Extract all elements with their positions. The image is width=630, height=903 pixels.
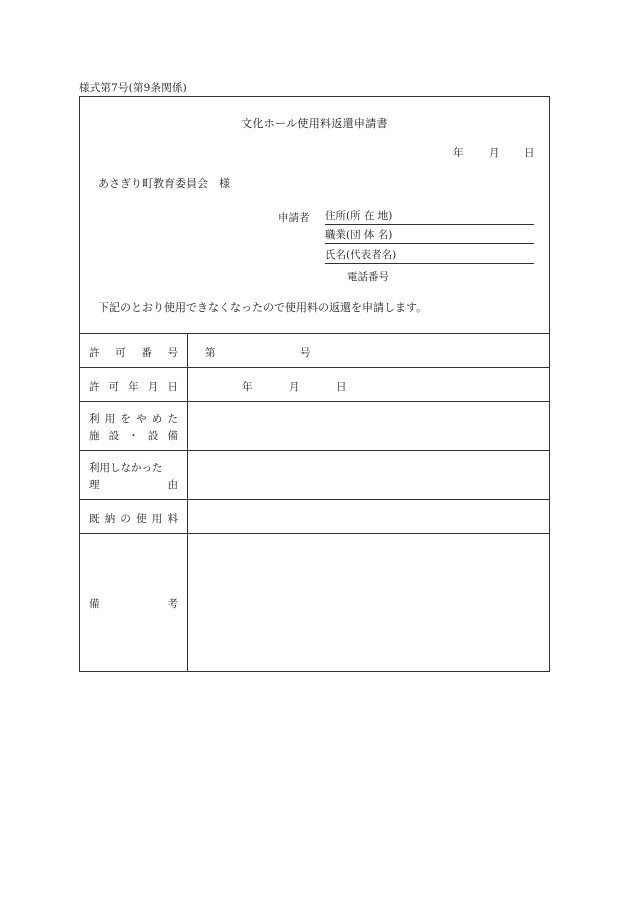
- addressee: あさぎり町教育委員会 様: [98, 177, 230, 190]
- form-header: [80, 97, 549, 334]
- row-paid-fee: [80, 500, 549, 534]
- applicant-label: 申請者: [278, 212, 310, 224]
- remarks-label: 備 考: [80, 534, 188, 672]
- reason-value[interactable]: [188, 451, 549, 499]
- permit-date-day: 日: [336, 381, 347, 393]
- row-facility: [80, 402, 549, 451]
- row-permit-number: [80, 334, 549, 368]
- permit-date-label: 許 可 年 月 日: [80, 368, 188, 401]
- phone-label: 電話番号: [347, 271, 389, 283]
- header-date-year: 年: [453, 147, 464, 159]
- permit-number-dai: 第: [205, 347, 216, 359]
- name-field[interactable]: [325, 247, 534, 264]
- name-label: 氏名(代表者名): [325, 249, 397, 261]
- application-statement: 下記のとおり使用できなくなったので使用料の返還を申請します。: [98, 301, 428, 314]
- permit-number-label: 許 可 番 号: [80, 334, 188, 367]
- row-permit-date: [80, 368, 549, 402]
- application-form: [79, 96, 550, 672]
- permit-number-value[interactable]: [188, 334, 549, 367]
- address-field[interactable]: [325, 208, 534, 225]
- permit-date-value[interactable]: [188, 368, 549, 401]
- occupation-field[interactable]: [325, 227, 534, 244]
- occupation-label: 職業(団 体 名): [325, 229, 393, 241]
- permit-date-month: 月: [289, 381, 300, 393]
- reason-label: 利用しなかった 理 由: [80, 451, 188, 499]
- address-label: 住所(所 在 地): [325, 210, 393, 222]
- facility-label: 利 用 を や め た 施 設 ・ 設 備: [80, 402, 188, 450]
- paid-fee-value[interactable]: [188, 500, 549, 533]
- permit-number-go: 号: [300, 347, 311, 359]
- row-reason: [80, 451, 549, 500]
- form-number: 様式第7号(第9条関係): [79, 82, 187, 94]
- header-date-day: 日: [524, 147, 535, 159]
- facility-value[interactable]: [188, 402, 549, 450]
- permit-date-year: 年: [242, 381, 253, 393]
- header-date-month: 月: [489, 147, 500, 159]
- form-title: 文化ホール使用料返還申請書: [241, 117, 388, 130]
- remarks-value[interactable]: [188, 534, 549, 672]
- paid-fee-label: 既 納 の 使 用 料: [80, 500, 188, 533]
- row-remarks: [80, 534, 549, 672]
